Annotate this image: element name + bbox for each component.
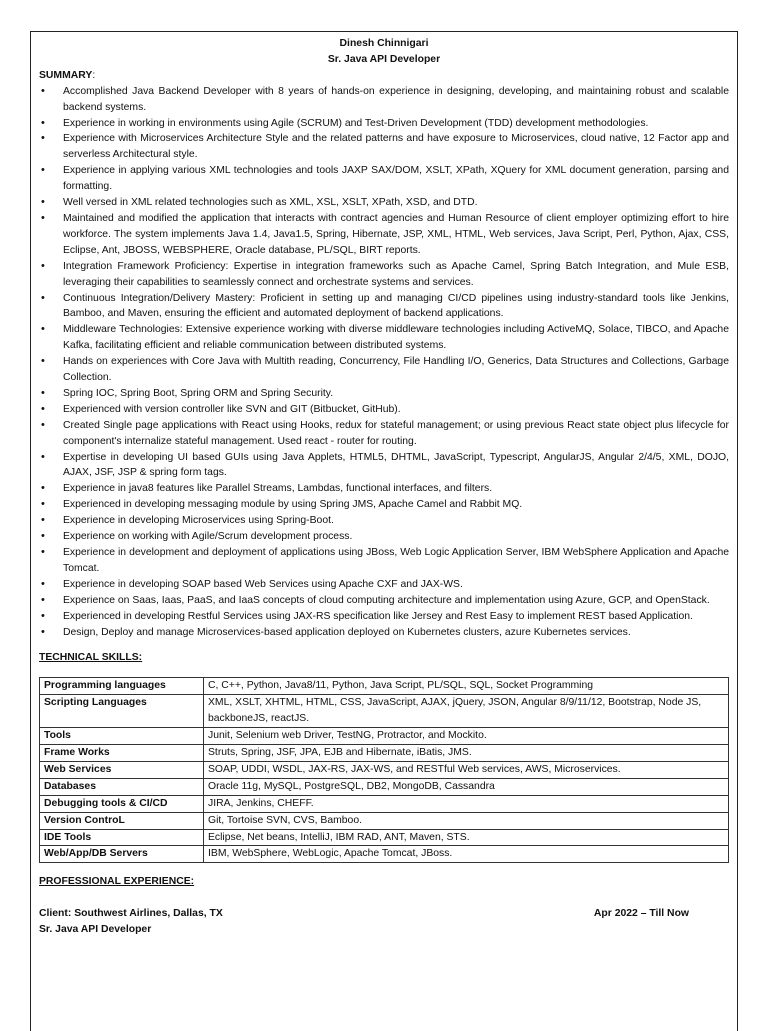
skill-values: Junit, Selenium web Driver, TestNG, Protractor, and Mockito. — [204, 728, 729, 745]
employment-dates: Apr 2022 – Till Now — [593, 908, 689, 920]
job-role: Sr. Java API Developer — [39, 924, 152, 936]
summary-item: • Experienced with version controller like SVN and GIT (Bitbucket, GitHub). — [39, 402, 729, 418]
skills-row — [40, 695, 729, 728]
skill-values: XML, XSLT, XHTML, HTML, CSS, JavaScript, AJAX, jQuery, JSON, Angular 8/9/11/12, Bootstrap, Node JS, backboneJS, reactJS. — [204, 695, 729, 728]
skill-values: Oracle 11g, MySQL, PostgreSQL, DB2, MongoDB, Cassandra — [204, 778, 729, 795]
skill-category: Tools — [40, 728, 204, 745]
skill-values: Eclipse, Net beans, IntelliJ, IBM RAD, ANT, Maven, STS. — [204, 829, 729, 846]
skill-values: Git, Tortoise SVN, CVS, Bamboo. — [204, 812, 729, 829]
technical-skills-table — [39, 677, 729, 863]
summary-item: • Middleware Technologies: Extensive experience working with diverse middleware technologies including ActiveMQ, Solace, TIBCO, and Apache Kafka, facilitating efficient and reliable communication between distributed systems. — [39, 322, 729, 354]
summary-item: • Experience in development and deployment of applications using JBoss, Web Logic Application Server, IBM WebSphere Application and Apache Tomcat. — [39, 545, 729, 577]
summary-item: • Expertise in developing UI based GUIs using Java Applets, HTML5, DHTML, JavaScript, Typescript, AngularJS, Angular 2/4/5, XML, DOJO, AJAX, JSF, JSP & spring form tags. — [39, 450, 729, 482]
summary-item: • Continuous Integration/Delivery Mastery: Proficient in setting up and managing CI/CD pipelines using industry-standard tools like Jenkins, Bamboo, and Maven, ensuring the efficient and automated deployment of backend applications. — [39, 291, 729, 323]
candidate-name: Dinesh Chinnigari — [339, 38, 429, 49]
summary-heading: SUMMARY — [39, 69, 93, 81]
resume-page — [30, 31, 738, 1031]
summary-item: • Experience in developing Microservices using Spring-Boot. — [39, 513, 729, 529]
skill-values: C, C++, Python, Java8/11, Python, Java Script, PL/SQL, SQL, Socket Programming — [204, 678, 729, 695]
summary-item: • Experience with Microservices Architecture Style and the related patterns and have exposure to Microservices, cloud native, 12 Factor app and serverless Architectural style. — [39, 131, 729, 163]
summary-item: • Experience on working with Agile/Scrum development process. — [39, 529, 729, 545]
professional-experience-heading: PROFESSIONAL EXPERIENCE: — [39, 876, 195, 888]
summary-item: • Created Single page applications with React using Hooks, redux for stateful management; or using previous React state object plus lifecycle for component's internalize stateful management. Used react - router for routing. — [39, 418, 729, 450]
summary-item: • Experience in applying various XML technologies and tools JAXP SAX/DOM, XSLT, XPath, XQuery for XML document generation, parsing and formatting. — [39, 163, 729, 195]
skills-row — [40, 829, 729, 846]
summary-item: • Experienced in developing messaging module by using Spring JMS, Apache Camel and Rabbit MQ. — [39, 497, 729, 513]
summary-item: • Accomplished Java Backend Developer with 8 years of hands-on experience in designing, developing, and maintaining robust and scalable backend systems. — [39, 84, 729, 116]
client-row — [39, 906, 689, 922]
skill-values: IBM, WebSphere, WebLogic, Apache Tomcat, JBoss. — [204, 846, 729, 863]
skills-row — [40, 846, 729, 863]
skill-category: Version ControL — [40, 812, 204, 829]
summary-item: • Experienced in developing Restful Services using JAX-RS specification like Jersey and Rest Easy to implement REST based Application. — [39, 609, 729, 625]
candidate-title: Sr. Java API Developer — [327, 53, 441, 65]
summary-item: • Experience in java8 features like Parallel Streams, Lambdas, functional interfaces, and filters. — [39, 481, 729, 497]
summary-item: • Experience on Saas, Iaas, PaaS, and IaaS concepts of cloud computing architecture and implementation using Azure, GCP, and OpenStack. — [39, 593, 729, 609]
summary-item: • Well versed in XML related technologies such as XML, XSL, XSLT, XPath, XSD, and DTD. — [39, 195, 729, 211]
resume-header — [39, 36, 729, 68]
skill-values: Struts, Spring, JSF, JPA, EJB and Hibernate, iBatis, JMS. — [204, 744, 729, 761]
skill-category: Scripting Languages — [40, 695, 204, 728]
skill-category: IDE Tools — [40, 829, 204, 846]
skill-category: Web/App/DB Servers — [40, 846, 204, 863]
skill-values: JIRA, Jenkins, CHEFF. — [204, 795, 729, 812]
skill-category: Frame Works — [40, 744, 204, 761]
summary-item: • Design, Deploy and manage Microservices-based application deployed on Kubernetes clusters, azure Kubernetes services. — [39, 625, 729, 641]
skills-row — [40, 795, 729, 812]
summary-item: • Integration Framework Proficiency: Expertise in integration frameworks such as Apache Camel, Spring Batch Integration, and Mule ESB, leveraging their capabilities to seamlessly connect and orchestrate systems and services. — [39, 259, 729, 291]
summary-item: • Experience in working in environments using Agile (SCRUM) and Test-Driven Development (TDD) development methodologies. — [39, 116, 729, 132]
skills-row — [40, 778, 729, 795]
summary-heading-line: SUMMARY: — [39, 69, 96, 81]
skill-category: Debugging tools & CI/CD — [40, 795, 204, 812]
skills-row — [40, 728, 729, 745]
skill-values: SOAP, UDDI, WSDL, JAX-RS, JAX-WS, and RESTful Web services, AWS, Microservices. — [204, 761, 729, 778]
summary-item: • Spring IOC, Spring Boot, Spring ORM and Spring Security. — [39, 386, 729, 402]
summary-item: • Maintained and modified the application that interacts with contract agencies and Human Resource of client employer optimizing effort to hire workforce. The system implements Java 1.4, Java1.5, Spring, Hibernate, JSP, XML, HTML, Web services, Java Script, Perl, Python, Ajax, CSS, Eclipse, Ant, JBOSS, WEBSPHERE, Oracle database, PL/SQL, BIRT reports. — [39, 211, 729, 259]
skills-row — [40, 812, 729, 829]
skill-category: Programming languages — [40, 678, 204, 695]
summary-list — [39, 84, 729, 641]
technical-skills-heading: TECHNICAL SKILLS: — [39, 652, 143, 664]
skills-row — [40, 761, 729, 778]
client-name: Client: Southwest Airlines, Dallas, TX — [39, 908, 223, 920]
summary-item: • Experience in developing SOAP based Web Services using Apache CXF and JAX-WS. — [39, 577, 729, 593]
skills-row — [40, 744, 729, 761]
skill-category: Web Services — [40, 761, 204, 778]
summary-item: • Hands on experiences with Core Java with Multith reading, Concurrency, File Handling I/O, Generics, Data Structures and Collections, Garbage Collection. — [39, 354, 729, 386]
skills-row — [40, 678, 729, 695]
skill-category: Databases — [40, 778, 204, 795]
